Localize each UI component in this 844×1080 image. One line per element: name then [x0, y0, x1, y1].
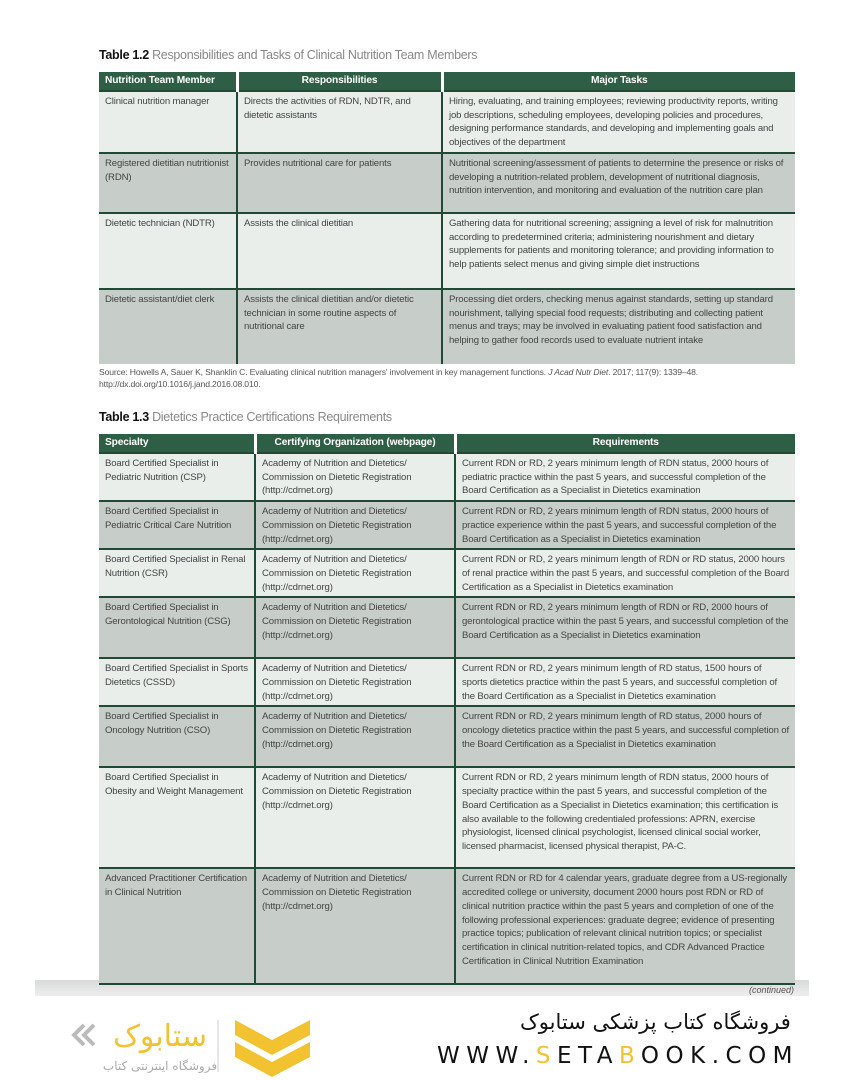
table-1-3-caption — [99, 410, 392, 424]
table-row — [99, 153, 795, 213]
cell: Board Certified Specialist in Obesity and Weight Management — [99, 767, 255, 868]
source-doi: . 2017; 117(9): 1339–48. http://dx.doi.org/10.1016/j.jand.2016.08.010. — [99, 367, 698, 389]
url-part: ETA — [557, 1043, 620, 1069]
url-part: OOK.COM — [640, 1043, 800, 1069]
cell: Gathering data for nutritional screening; assigning a level of risk for malnutrition according to predetermined criteria; administering nourishment and dietary supplements for patients and monitoring tolerance; and providing information to help patients select menus and giving simple diet instructions — [442, 213, 795, 289]
cell: Academy of Nutrition and Dietetics/ Commission on Dietetic Registration (http://cdrnet.org) — [255, 868, 455, 984]
cell: Current RDN or RD, 2 years minimum length of RDN status, 2000 hours of pediatric practice within the past 5 years, and successful completion of the Board Certification as a Specialist in Dietetics examination — [455, 453, 795, 501]
cell: Academy of Nutrition and Dietetics/ Commission on Dietetic Registration (http://cdrnet.org) — [255, 501, 455, 549]
column-header: Requirements — [455, 434, 795, 453]
cell: Current RDN or RD for 4 calendar years, graduate degree from a US-regionally accredited college or university, document 2000 hours post RDN or RD of clinical nutrition practice within the past 5 years and completion of one of the following professional experiences: graduate degree; evidence of presenting practice topics; publication of relevant clinical nutrition topics; or specialist certification in clinical nutrition-related topics, and CDR Advanced Practice Certification in Clinical Nutrition Examination — [455, 868, 795, 984]
table-1-2-caption — [99, 48, 477, 62]
table-row — [99, 868, 795, 984]
cell: Academy of Nutrition and Dietetics/ Commission on Dietetic Registration (http://cdrnet.org) — [255, 658, 455, 706]
cell: Board Certified Specialist in Renal Nutrition (CSR) — [99, 549, 255, 597]
table-1-2 — [99, 72, 795, 364]
store-name: فروشگاه کتاب پزشکی ستابوک — [520, 1010, 791, 1034]
cell: Academy of Nutrition and Dietetics/ Commission on Dietetic Registration (http://cdrnet.org) — [255, 767, 455, 868]
url-part: S — [535, 1043, 558, 1069]
cell: Academy of Nutrition and Dietetics/ Commission on Dietetic Registration (http://cdrnet.org) — [255, 453, 455, 501]
table-row — [99, 91, 795, 153]
column-header: Nutrition Team Member — [99, 72, 237, 91]
table-row — [99, 658, 795, 706]
column-header: Certifying Organization (webpage) — [255, 434, 455, 453]
column-header: Responsibilities — [237, 72, 442, 91]
cell: Academy of Nutrition and Dietetics/ Commission on Dietetic Registration (http://cdrnet.org) — [255, 706, 455, 767]
source-text: Source: Howells A, Sauer K, Shanklin C. Evaluating clinical nutrition managers' involvement in key management functions. — [99, 367, 549, 377]
cell: Board Certified Specialist in Oncology Nutrition (CSO) — [99, 706, 255, 767]
table-row — [99, 289, 795, 364]
table-row — [99, 549, 795, 597]
column-header: Specialty — [99, 434, 255, 453]
cell: Board Certified Specialist in Pediatric Nutrition (CSP) — [99, 453, 255, 501]
setabook-logo — [40, 1010, 340, 1080]
cell: Nutritional screening/assessment of patients to determine the presence or risks of developing a nutrition-related problem, development of nutritional diagnosis, nutrition intervention, and monitoring and evaluation of the nutrition care plan — [442, 153, 795, 213]
table-row — [99, 453, 795, 501]
table-title: Dietetics Practice Certifications Requirements — [152, 410, 392, 424]
source-note — [99, 366, 799, 390]
column-header: Major Tasks — [442, 72, 795, 91]
url-part: B — [619, 1043, 641, 1069]
cell: Current RDN or RD, 2 years minimum length of RD status, 2000 hours of oncology dietetics practice within the past 5 years, and successful completion of the Board Certification as a Specialist in Dietetics examination — [455, 706, 795, 767]
table-1-3 — [99, 434, 795, 985]
table-row — [99, 213, 795, 289]
cell: Academy of Nutrition and Dietetics/ Commission on Dietetic Registration (http://cdrnet.org) — [255, 597, 455, 658]
table-row — [99, 706, 795, 767]
cell: Board Certified Specialist in Gerontological Nutrition (CSG) — [99, 597, 255, 658]
table-row — [99, 501, 795, 549]
cell: Directs the activities of RDN, NDTR, and dietetic assistants — [237, 91, 442, 153]
cell: Current RDN or RD, 2 years minimum length of RDN or RD, 2000 hours of gerontological practice within the past 5 years, and successful completion of the Board Certification as a Specialist in Dietetics examination — [455, 597, 795, 658]
logo-subtitle: فروشگاه اینترنتی کتاب — [102, 1059, 218, 1073]
cell: Clinical nutrition manager — [99, 91, 237, 153]
cell: Board Certified Specialist in Sports Dietetics (CSSD) — [99, 658, 255, 706]
cell: Processing diet orders, checking menus against standards, setting up standard nourishment, tallying special food requests; distributing and collecting patient menus and trays; may be involved in evaluating patient food satisfaction and helping to gather food records used to evaluate nutrient intake — [442, 289, 795, 364]
cell: Provides nutritional care for patients — [237, 153, 442, 213]
table-row — [99, 597, 795, 658]
shield-chevron-icon — [235, 1020, 310, 1077]
cell: Current RDN or RD, 2 years minimum length of RD status, 1500 hours of sports dietetics practice within the past 5 years, and successful completion of the Board Certification as a Specialist in Dietetics examination — [455, 658, 795, 706]
table-row — [99, 767, 795, 868]
logo-wordmark: ستابوک — [112, 1019, 208, 1054]
cell: Assists the clinical dietitian — [237, 213, 442, 289]
cell: Academy of Nutrition and Dietetics/ Commission on Dietetic Registration (http://cdrnet.org) — [255, 549, 455, 597]
cell: Advanced Practitioner Certification in Clinical Nutrition — [99, 868, 255, 984]
source-journal: J Acad Nutr Diet — [548, 367, 609, 377]
cell: Assists the clinical dietitian and/or dietetic technician in some routine aspects of nutritional care — [237, 289, 442, 364]
store-url[interactable] — [437, 1043, 799, 1069]
cell: Current RDN or RD, 2 years minimum length of RDN status, 2000 hours of specialty practice within the past 5 years, and successful completion of the Board Certification as a Specialist in Dietetics examination; this certification is also available to the following credentialed professions: APRN, exercise physiologist, licensed clinical psychologist, licensed clinical social worker, licensed pharmacist, licensed physical therapist, PA-C. — [455, 767, 795, 868]
cell: Dietetic technician (NDTR) — [99, 213, 237, 289]
table-title: Responsibilities and Tasks of Clinical Nutrition Team Members — [152, 48, 478, 62]
cell: Board Certified Specialist in Pediatric Critical Care Nutrition — [99, 501, 255, 549]
cell: Registered dietitian nutritionist (RDN) — [99, 153, 237, 213]
table-label: Table 1.3 — [99, 410, 149, 424]
cell: Current RDN or RD, 2 years minimum length of RDN or RD status, 2000 hours of renal practice within the past 5 years, and successful completion of the Board Certification as a Specialist in Dietetics examination — [455, 549, 795, 597]
chevrons-icon — [74, 1025, 94, 1045]
continued-note: (continued) — [748, 985, 794, 995]
table-label: Table 1.2 — [99, 48, 149, 62]
cell: Current RDN or RD, 2 years minimum length of RDN status, 2000 hours of practice experience within the past 5 years, and successful completion of the Board Certification as a Specialist in Dietetics examination — [455, 501, 795, 549]
url-part: WWW. — [437, 1043, 536, 1069]
cell: Dietetic assistant/diet clerk — [99, 289, 237, 364]
cell: Hiring, evaluating, and training employees; reviewing productivity reports, writing job descriptions, scheduling employees, developing policies and procedures, designing performance standards, and developing and implementing goals and objectives of the department — [442, 91, 795, 153]
